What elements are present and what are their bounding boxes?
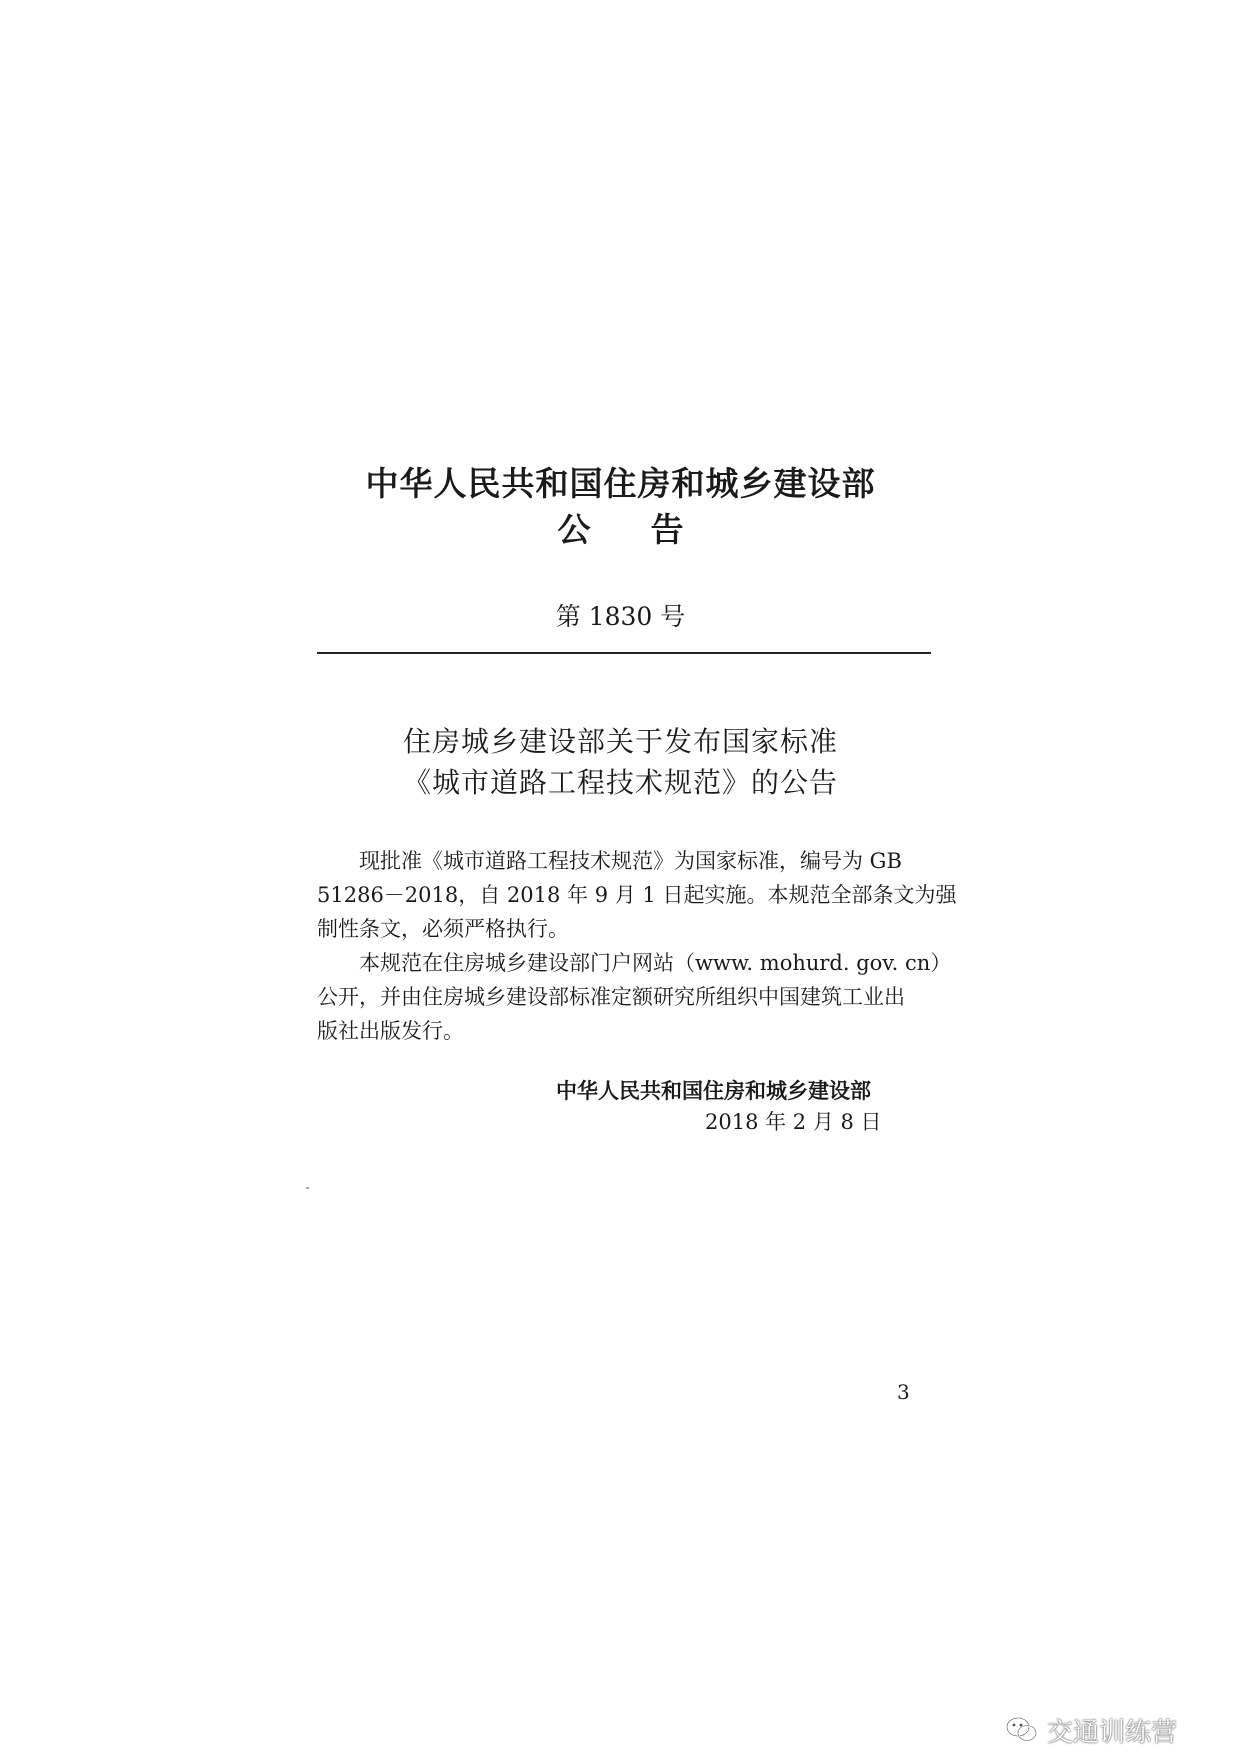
signature-organization: 中华人民共和国住房和城乡建设部 — [556, 1079, 871, 1103]
wechat-icon — [1005, 1715, 1039, 1745]
notice-title-line-1: 住房城乡建设部关于发布国家标准 — [402, 725, 838, 758]
watermark — [1005, 1710, 1177, 1750]
paragraph-line: 现批准《城市道路工程技术规范》为国家标准，编号为 GB — [359, 849, 902, 873]
watermark-text: 交通训练营 — [1047, 1717, 1178, 1748]
scan-speck — [306, 1187, 309, 1189]
body-paragraph-publication — [317, 946, 952, 1048]
paragraph-line: 版社出版发行。 — [317, 1019, 464, 1043]
paragraph-line: 公开，并由住房城乡建设部标准定额研究所组织中国建筑工业出 — [317, 985, 905, 1009]
paragraph-line: 51286－2018，自 2018 年 9 月 1 日起实施。本规范全部条文为强 — [317, 883, 957, 907]
notice-title-line-2: 《城市道路工程技术规范》的公告 — [402, 766, 838, 799]
paragraph-line: 制性条文，必须严格执行。 — [317, 917, 569, 941]
signature-date: 2018 年 2 月 8 日 — [705, 1110, 882, 1134]
document-kind-heading: 公告 — [557, 510, 744, 549]
paragraph-line: 本规范在住房城乡建设部门户网站（www. mohurd. gov. cn） — [359, 951, 952, 975]
body-paragraph-approval — [317, 844, 957, 946]
page-number: 3 — [897, 1380, 910, 1404]
issuer-title: 中华人民共和国住房和城乡建设部 — [365, 464, 876, 503]
header-divider — [317, 652, 931, 654]
document-number: 第 1830 号 — [555, 602, 686, 631]
